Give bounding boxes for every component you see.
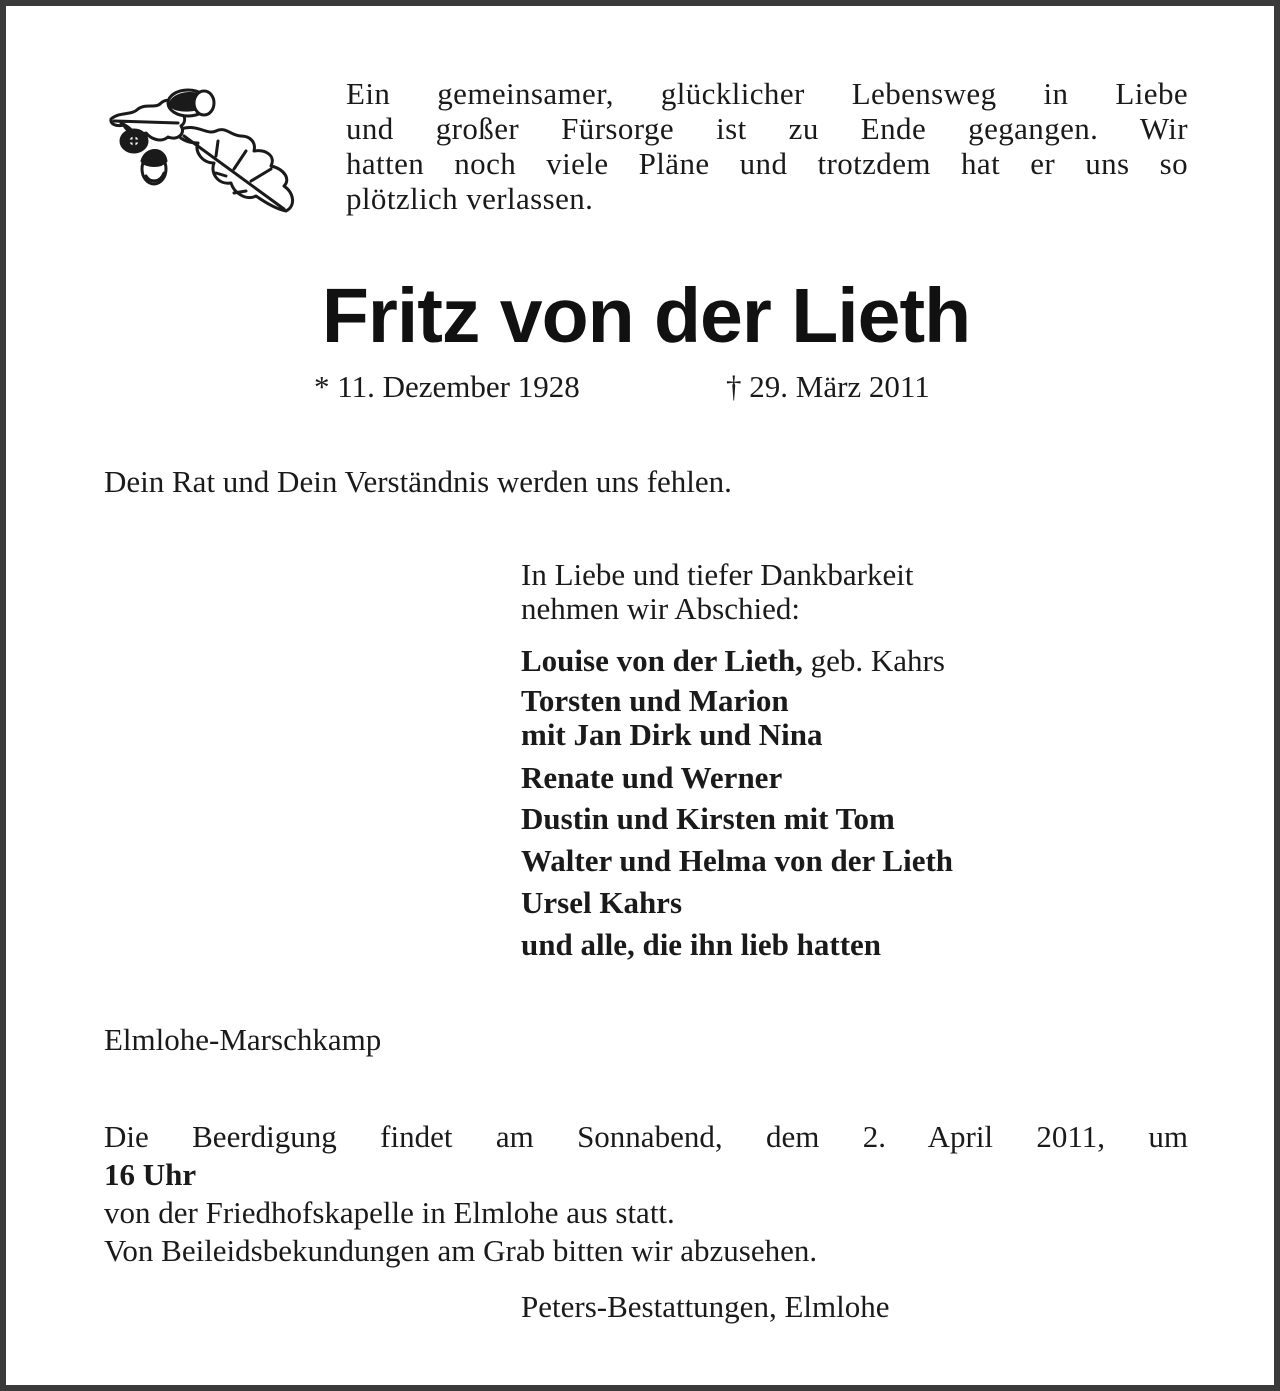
motto-text bbox=[346, 76, 1188, 216]
mourner-line bbox=[521, 642, 953, 680]
mourners-list bbox=[521, 642, 953, 966]
funeral-line bbox=[104, 1156, 1188, 1232]
deceased-name: Fritz von der Lieth bbox=[321, 273, 971, 359]
mourner-line: Torsten und Marion bbox=[521, 683, 789, 718]
undertaker-name: Peters-Bestattungen, Elmlohe bbox=[521, 1289, 890, 1324]
funeral-line: Die Beerdigung findet am Sonnabend, dem 2. April 2011, um bbox=[104, 1119, 1188, 1154]
mourner-line: Dustin und Kirsten mit Tom bbox=[521, 801, 895, 836]
mourner-line: Ursel Kahrs bbox=[521, 885, 683, 920]
intro-line: In Liebe und tiefer Dankbarkeit bbox=[521, 557, 914, 592]
motto-line: plötzlich verlassen. bbox=[346, 181, 594, 216]
mourner-name: Louise von der Lieth, bbox=[521, 643, 803, 678]
motto-line: und großer Fürsorge ist zu Ende gegangen. Wir bbox=[346, 111, 1188, 146]
place-name: Elmlohe-Marschkamp bbox=[104, 1022, 382, 1057]
mourner-line: und alle, die ihn lieb hatten bbox=[521, 927, 882, 962]
mourner-line: mit Jan Dirk und Nina bbox=[521, 717, 823, 752]
death-date: † 29. März 2011 bbox=[726, 369, 930, 404]
mourner-line: Renate und Werner bbox=[521, 760, 783, 795]
funeral-info bbox=[104, 1118, 1188, 1270]
farewell-line: Dein Rat und Dein Verständnis werden uns fehlen. bbox=[104, 464, 732, 499]
intro-line: nehmen wir Abschied: bbox=[521, 591, 800, 626]
oak-leaves-acorns-icon bbox=[106, 81, 306, 221]
birth-date: * 11. Dezember 1928 bbox=[314, 369, 580, 404]
mourner-line: Walter und Helma von der Lieth bbox=[521, 843, 954, 878]
mourner-maiden-name: geb. Kahrs bbox=[802, 643, 945, 678]
motto-line: hatten noch viele Pläne und trotzdem hat er uns so bbox=[346, 146, 1188, 181]
motto-line: Ein gemeinsamer, glücklicher Lebensweg in Liebe bbox=[346, 76, 1188, 111]
condolence-note: Von Beileidsbekundungen am Grab bitten wir abzusehen. bbox=[104, 1233, 818, 1268]
funeral-location: von der Friedhofskapelle in Elmlohe aus statt. bbox=[104, 1195, 675, 1230]
mourners-intro bbox=[521, 558, 914, 626]
funeral-time: 16 Uhr bbox=[104, 1157, 197, 1192]
